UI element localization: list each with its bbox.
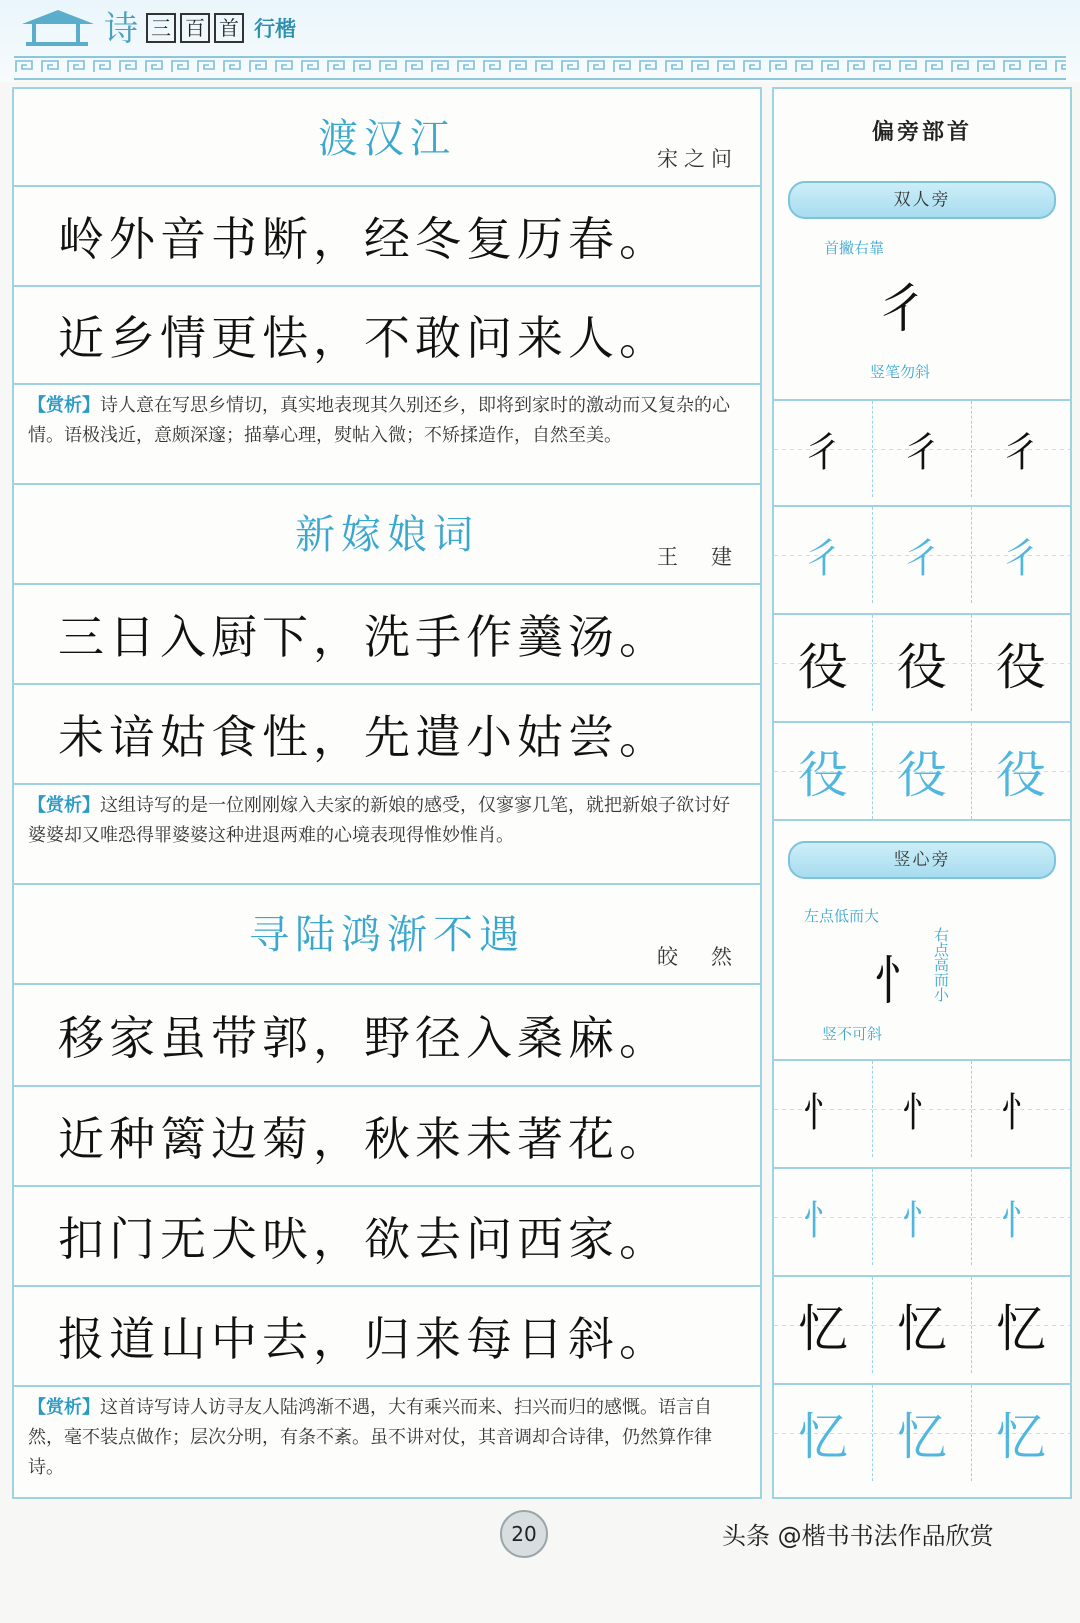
stroke-tip: 竖不可斜	[822, 1025, 883, 1043]
poem-title: 寻陆鸿渐不遇	[249, 912, 525, 958]
poem-line	[14, 1087, 760, 1187]
note-tag: 【赏析】	[28, 395, 100, 416]
page-header	[0, 0, 1080, 82]
poem-author: 皎 然	[657, 945, 738, 969]
radical-name-ribbon: 双人旁	[788, 181, 1056, 219]
poem-line	[14, 985, 760, 1087]
trace-char: 彳	[1001, 535, 1041, 582]
note-text: 这首诗写诗人访寻友人陆鸿渐不遇，大有乘兴而来、扫兴而归的感慨。语言自然，毫不装点做作；层次分明，有条不紊。虽不讲对仗，其音调却合诗律，仍然算作律诗。	[28, 1397, 712, 1478]
poem-title-row	[14, 885, 760, 985]
trace-char: 忄	[803, 1197, 843, 1244]
stroke-tip: 竖笔勿斜	[870, 363, 931, 381]
trace-char: 彳	[902, 535, 942, 582]
logo-char: 诗	[104, 9, 138, 49]
poem-line-text: 移家虽带郭，野径入桑麻。	[58, 1011, 670, 1065]
practice-char: 忄	[1001, 1089, 1041, 1136]
practice-char: 彳	[1001, 429, 1041, 476]
practice-grid-row	[774, 1275, 1070, 1373]
trace-example-char: 役	[897, 746, 947, 804]
poem-author: 王 建	[657, 545, 738, 569]
radical-demo-char: 忄	[874, 952, 927, 1012]
poem-title-row	[14, 89, 760, 187]
trace-example-char: 忆	[897, 1408, 947, 1466]
practice-char: 彳	[902, 429, 942, 476]
trace-example-char: 忆	[798, 1408, 848, 1466]
poem-line-text: 未谙姑食性，先遣小姑尝。	[58, 710, 670, 764]
section-divider	[774, 819, 1070, 821]
poem-title: 新嫁娘词	[295, 512, 479, 558]
title-box: 首	[214, 13, 244, 43]
radical-demo-char: 彳	[876, 280, 929, 340]
appreciation-note	[14, 385, 760, 485]
example-char: 役	[897, 638, 947, 696]
poem-line-text: 三日入厨下，洗手作羹汤。	[58, 610, 670, 664]
note-text: 诗人意在写思乡情切，真实地表现其久别还乡，即将到家时的激动而又复杂的心情。语极浅近，意颇深邃；描摹心理，熨帖入微；不矫揉造作，自然至美。	[28, 395, 730, 446]
poem-line-text: 近乡情更怯，不敢问来人。	[58, 311, 670, 365]
appreciation-note	[14, 1387, 760, 1495]
trace-char: 彳	[803, 535, 843, 582]
title-box: 百	[180, 13, 210, 43]
pavilion-logo-icon	[18, 4, 158, 50]
practice-char: 忄	[902, 1089, 942, 1136]
poem-line	[14, 685, 760, 785]
practice-grid-row	[774, 721, 1070, 819]
poem-line	[14, 1287, 760, 1387]
practice-grid-row	[774, 1383, 1070, 1481]
note-text: 这组诗写的是一位刚刚嫁入夫家的新娘的感受，仅寥寥几笔，就把新娘子欲讨好婆婆却又唯恐得罪婆婆这种进退两难的心境表现得惟妙惟肖。	[28, 795, 730, 846]
stroke-tip: 左点低而大	[804, 907, 880, 925]
poem-line-text: 岭外音书断，经冬复历春。	[58, 212, 670, 266]
book-series: 行楷	[254, 17, 296, 41]
practice-grid-row	[774, 613, 1070, 711]
example-char: 役	[996, 638, 1046, 696]
note-tag: 【赏析】	[28, 795, 100, 816]
radical-demo	[774, 883, 1070, 1057]
radical-heading: 偏旁部首	[871, 120, 972, 145]
example-char: 忆	[996, 1300, 1046, 1358]
trace-char: 忄	[1001, 1197, 1041, 1244]
stroke-tip: 首撇右靠	[824, 239, 885, 257]
poem-line-text: 近种篱边菊，秋来未著花。	[58, 1112, 670, 1166]
radical-name-ribbon: 竖心旁	[788, 841, 1056, 879]
poem-line	[14, 585, 760, 685]
poem-line-text: 报道山中去，归来每日斜。	[58, 1312, 670, 1366]
book-title	[146, 12, 296, 44]
trace-example-char: 役	[798, 746, 848, 804]
poem-column	[12, 87, 762, 1499]
practice-char: 彳	[803, 429, 843, 476]
stroke-tip: 右点高而小	[932, 927, 950, 1002]
note-tag: 【赏析】	[28, 1397, 100, 1418]
practice-grid-row	[774, 1059, 1070, 1157]
poem-title-row	[14, 485, 760, 585]
watermark: 头条 @楷书书法作品欣赏	[722, 1522, 994, 1550]
trace-char: 忄	[902, 1197, 942, 1244]
example-char: 役	[798, 638, 848, 696]
trace-example-char: 忆	[996, 1408, 1046, 1466]
poem-line	[14, 187, 760, 287]
poem-author: 宋之问	[657, 147, 738, 171]
page-number: 20	[500, 1510, 548, 1558]
poem-line	[14, 287, 760, 385]
example-char: 忆	[897, 1300, 947, 1358]
poem-line-text: 扣门无犬吠，欲去问西家。	[58, 1212, 670, 1266]
poem-title: 渡汉江	[318, 116, 456, 162]
practice-grid-row	[774, 505, 1070, 603]
poem-line	[14, 1187, 760, 1287]
appreciation-note	[14, 785, 760, 885]
practice-grid-row	[774, 1167, 1070, 1265]
radical-column	[772, 87, 1072, 1499]
radical-demo	[774, 223, 1070, 399]
practice-grid-row	[774, 399, 1070, 497]
practice-char: 忄	[803, 1089, 843, 1136]
example-char: 忆	[798, 1300, 848, 1358]
title-box: 三	[146, 13, 176, 43]
decorative-fret-border	[14, 56, 1066, 80]
trace-example-char: 役	[996, 746, 1046, 804]
